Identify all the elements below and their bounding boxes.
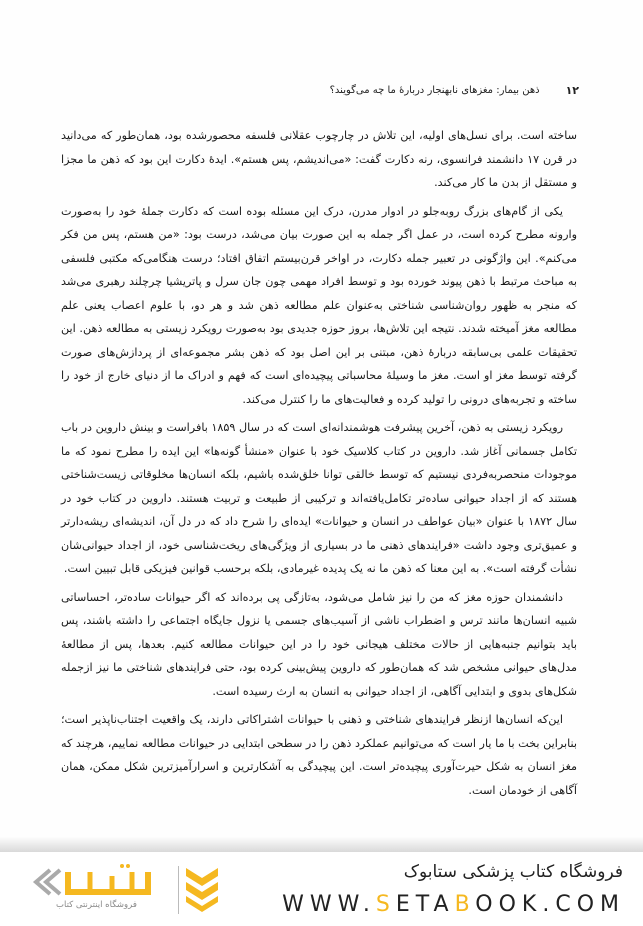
store-footer [0, 852, 643, 926]
page-number: ۱۲ [565, 84, 579, 97]
running-header [59, 84, 579, 97]
footer-divider [0, 836, 643, 852]
paragraph: ساخته است. برای نسل‌های اولیه، این تلاش در چارچوب عقلانی فلسفه محصورشده بود، همان‌طور که می‌دانید در قرن ۱۷ دانشمند فرانسوی، رنه دکارت گفت: «می‌اندیشم، پس هستم». ایدهٔ دکارت این بود که ذهن ما مجزا و مستقل از بدن ما کار می‌کند. [61, 129, 577, 189]
url-highlight: S [375, 892, 396, 917]
body-text [61, 124, 577, 807]
store-logo[interactable] [28, 862, 218, 918]
paragraph: یکی از گام‌های بزرگ روبه‌جلو در ادوار مدرن، درک این مسئله بوده است که دکارت جملهٔ خود را به‌صورت وارونه مطرح کرده است، در عمل اگر جمله به این صورت بیان می‌شد، درست بود: «من هستم، پس من فکر می‌کنم». این واژگونی در تعبیر جمله دکارت، در اواخر قرن‌بیستم اتفاق افتاد؛ درست هنگامی‌که مکتبی فلسفی به مباحث مرتبط با ذهن پیوند خورده بود و توسط افراد مهمی چون جان سرل و پاتریشیا چرچلند رهبری می‌شد که منجر به ظهور روان‌شناسی شناختی به‌عنوان علم مطالعه ذهن شد و هر دو، با علوم اعصاب یعنی علم مطالعه مغز آمیخته شدند. نتیجه این تلاش‌ها، بروز حوزه جدیدی بود به‌صورت رویکرد زیستی به مطالعه ذهن. این تحقیقات علمی بی‌سابقه دربارهٔ ذهن، مبتنی بر این اصل بود که ذهن بشر مجموعه‌ای از پردازش‌های صورت گرفته توسط مغز او است. مغز ما وسیلهٔ محاسباتی پیچیده‌ای است که فهم و ادراک ما از دنیای خارج از خود را ساخته و تجربه‌های درونی را تولید کرده و فعالیت‌های ما را کنترل می‌کند. [61, 204, 577, 406]
store-url-link[interactable] [282, 892, 625, 917]
store-name: فروشگاه کتاب پزشکی ستابوک [403, 862, 623, 882]
running-title: ذهن بیمار: مغزهای نابهنجار دربارهٔ ما چه می‌گویند؟ [329, 85, 540, 96]
logo-tagline: فروشگاه اینترنتی کتاب [56, 900, 137, 910]
url-highlight: B [454, 892, 476, 917]
url-part: OOK.COM [475, 892, 625, 917]
paragraph: دانشمندان حوزه مغز که من را نیز شامل می‌شود، به‌تازگی پی برده‌اند که اگر حیوانات ساده‌تر، احساساتی شبیه انسان‌ها مانند ترس و اضطراب ناشی از آسیب‌های جسمی یا نزول جایگاه اجتماعی را داشته باشند، پس باید بتوانیم جنبه‌هایی از حالات مختلف هیجانی خود را در این حیوانات مطالعه کنیم. بعدها، پس از مطالعهٔ مدل‌های حیوانی مشخص شد که همان‌طور که داروین پیش‌بینی کرده بود، حتی فرایندهای شناختی ما نیز ازجمله شکل‌های بدوی و ابتدایی آگاهی، از اجداد حیوانی به انسان به ارث رسیده است. [61, 590, 577, 698]
logo-separator [178, 866, 179, 914]
paragraph: رویکرد زیستی به ذهن، آخرین پیشرفت هوشمندانه‌ای است که در سال ۱۸۵۹ بافراست و بینش داروین در باب تکامل جسمانی آغاز شد. داروین در کتاب کلاسیک خود با عنوان «منشأ گونه‌ها» این ایده را مطرح نمود که ما موجودات منحصربه‌فردی نیستیم که توسط خالقی توانا خلق‌شده باشیم، بلکه انسان‌ها مخلوقاتی زیست‌شناختی هستند که از اجداد حیوانی ساده‌تر تکامل‌یافته‌اند و ترکیبی از طبیعت و تربیت هستند. داروین در کتاب خود در سال ۱۸۷۲ با عنوان «بیان عواطف در انسان و حیوانات» ایده‌ای را شرح داد که در دل آن، اندیشه‌ای ریشه‌دارتر و عمیق‌تری وجود داشت «فرایندهای ذهنی ما در بسیاری از ویژگی‌های ریخت‌شناسی خود، از اجداد حیوانی‌شان نشأت گرفته است». به این معنا که ذهن ما نه یک پدیده غیرمادی، بلکه برحسب قوانین فیزیکی قابل تبیین است. [61, 421, 578, 575]
url-part: WWW. [282, 892, 376, 917]
paragraph: این‌که انسان‌ها ازنظر فرایندهای شناختی و ذهنی با حیوانات اشتراکاتی دارند، یک واقعیت اجتناب‌ناپذیر است؛ بنابراین بخت با ما یار است که می‌توانیم عملکرد ذهن را در سطحی ابتدایی در حیوانات مطالعه نماییم، هرچند که مغز انسان به شکل حیرت‌آوری پیچیده‌تر است. این پیچیدگی به آشکارترین و اسرارآمیزترین شکل ممکن، همان آگاهی از خودمان است. [61, 713, 577, 797]
url-part: ETA [395, 892, 455, 917]
